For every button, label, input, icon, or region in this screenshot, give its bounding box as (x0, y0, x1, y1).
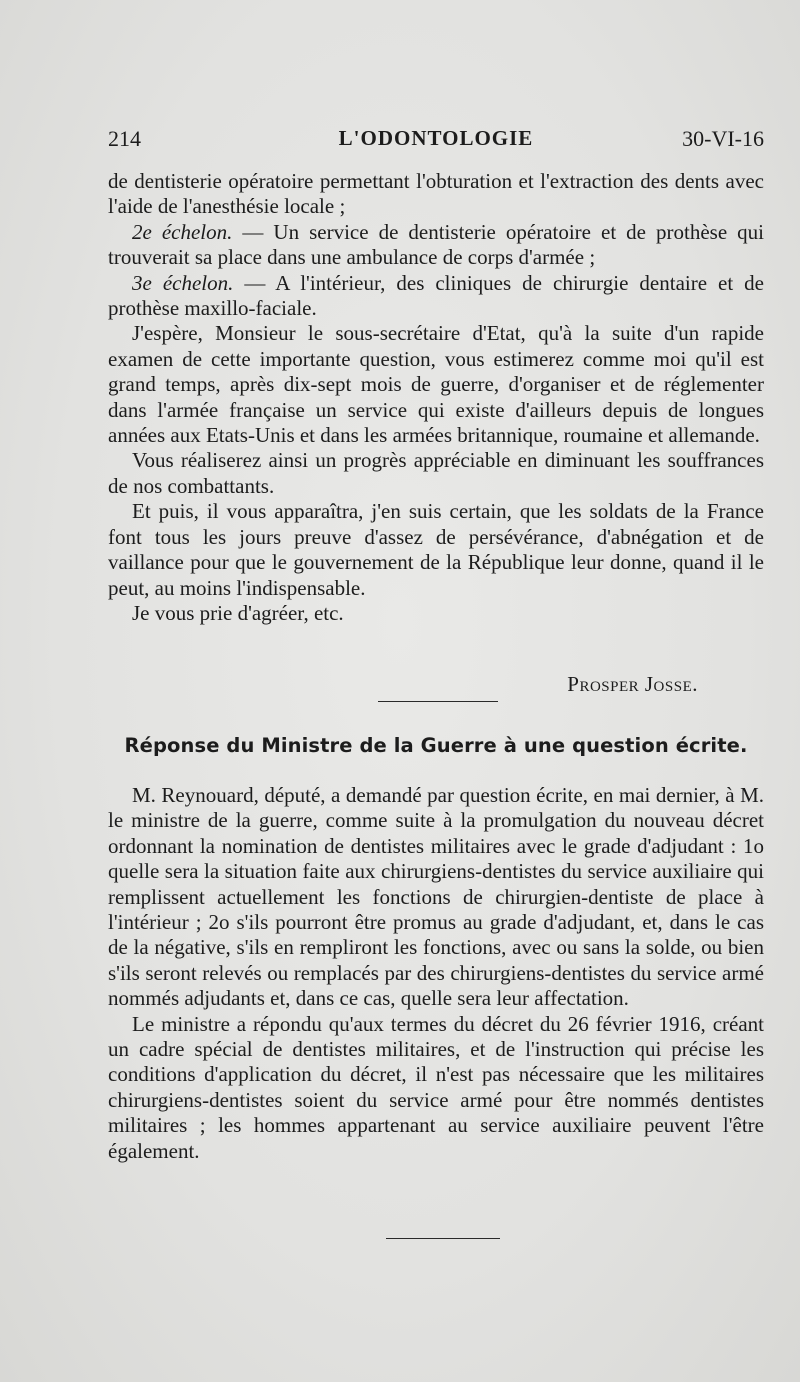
echelon-2-text: — Un service de dentisterie opératoire et de prothèse qui trouverait sa place dans une ambulance de corps d'armée ; (108, 219, 765, 270)
letter-second-echelon (108, 220, 764, 271)
letter-closing: Je vous prie d'agréer, etc. (132, 600, 344, 625)
letter-paragraph-then: Et puis, il vous apparaîtra, j'en suis certain, que les soldats de la France font tous les jours preuve d'assez de persévérance, d'abnégation et de vaillance pour que le gouvernement de la République leur donne, quand il le peut, au moins l'indispensable. (108, 499, 764, 600)
letter-body (108, 169, 764, 626)
letter-third-echelon (108, 271, 764, 322)
page-number: 214 (108, 126, 141, 151)
issue-date: 30-VI-16 (682, 126, 764, 151)
section-divider (378, 701, 498, 702)
letter-signature: Prosper Josse. (567, 672, 698, 696)
letter-first-echelon-continuation: de dentisterie opératoire permettant l'obturation et l'extraction des dents avec l'aide de l'anesthésie locale ; (108, 169, 764, 219)
section-body (108, 783, 764, 1164)
letter-paragraph-hope: J'espère, Monsieur le sous-secrétaire d'Etat, qu'à la suite d'un rapide examen de cette importante question, vous estimerez comme moi qu'il est grand temps, après dix-sept mois de guerre, d'organiser et de réglementer dans l'armée française un service qui existe d'ailleurs depuis de longues années aux Etats-Unis et dans les armées britannique, roumaine et allemande. (108, 321, 764, 448)
letter-paragraph-progress: Vous réaliserez ainsi un progrès appréciable en diminuant les souffrances de nos combattants. (108, 448, 764, 498)
end-divider (386, 1238, 500, 1239)
section-paragraph-answer: Le ministre a répondu qu'aux termes du décret du 26 février 1916, créant un cadre spécial de dentistes militaires, et de l'instruction qui précise les conditions d'application du décret, il n'est pas nécessaire que les militaires chirurgiens-dentistes soient du service armé pour être nommés dentistes militaires ; les hommes appartenant au service auxiliaire peuvent l'être également. (108, 1011, 764, 1163)
section-heading: Réponse du Ministre de la Guerre à une question écrite. (124, 734, 748, 757)
journal-title: L'ODONTOLOGIE (338, 126, 534, 150)
section-paragraph-question: M. Reynouard, député, a demandé par question écrite, en mai dernier, à M. le ministre de la guerre, comme suite à la promulgation du nouveau décret ordonnant la nomination de dentistes militaires avec le grade d'adjudant : 1o quelle sera la situation faite aux chirurgiens-dentistes du service auxiliaire qui remplissent actuellement les fonctions de chirurgien-dentiste de place à l'intérieur ; 2o s'ils pourront être promus au grade d'adjudant, et, dans le cas de la négative, s'ils en rempliront les fonctions, avec ou sans la solde, ou bien s'ils seront relevés ou remplacés par des chirurgiens-dentistes du service armé nommés adjudants et, dans ce cas, quelle sera leur affectation. (108, 783, 764, 1011)
echelon-3-text: — A l'intérieur, des cliniques de chirurgie dentaire et de prothèse maxillo-faciale. (108, 270, 765, 321)
running-head (108, 126, 764, 158)
echelon-3-label: 3e échelon. (132, 270, 234, 295)
echelon-2-label: 2e échelon. (132, 219, 233, 244)
